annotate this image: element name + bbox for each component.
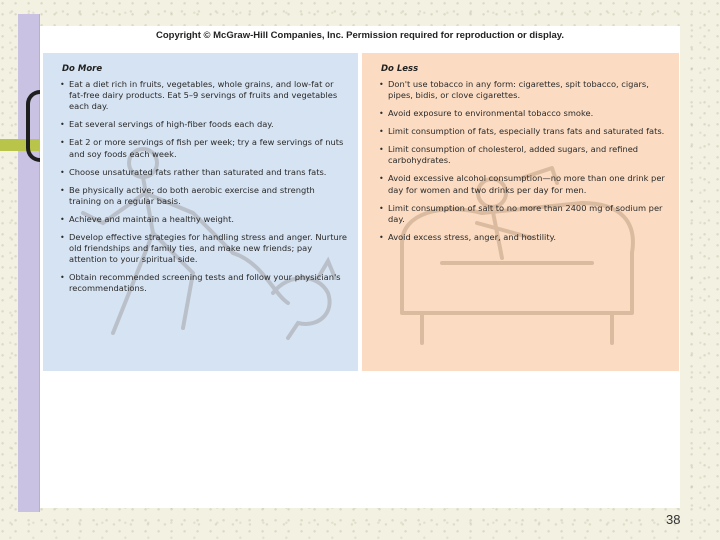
list-item-text: Limit consumption of cholesterol, added sugars, and refined carbohydrates. xyxy=(388,144,639,166)
bullet: • xyxy=(60,167,65,177)
do-more-column xyxy=(43,53,358,371)
list-item xyxy=(379,126,669,137)
bullet: • xyxy=(379,145,384,155)
list-item-text: Eat a diet rich in fruits, vegetables, whole grains, and low-fat or fat-free dairy products. Eat 5–9 servings of fruits and vegetables each day. xyxy=(69,79,338,112)
bullet: • xyxy=(60,80,65,89)
list-item-text: Avoid excess stress, anger, and hostility. xyxy=(388,231,556,242)
bullet: • xyxy=(60,138,65,148)
list-item xyxy=(60,272,348,294)
list-item-text: Limit consumption of salt to no more than 2400 mg of sodium per day. xyxy=(388,202,663,224)
list-item-text: Develop effective strategies for handling stress and anger. Nurture old friendships and family ties, and make new friends; pay attention to your spiritual side. xyxy=(69,231,348,265)
list-item xyxy=(60,232,348,266)
list-item xyxy=(60,79,348,113)
list-item-text: Achieve and maintain a healthy weight. xyxy=(69,213,235,224)
bullet: • xyxy=(379,203,384,213)
list-item-text: Don't use tobacco in any form: cigarettes, spit tobacco, cigars, pipes, bidis, or clove cigarettes. xyxy=(388,79,649,101)
recommendations-table xyxy=(43,53,679,371)
list-item xyxy=(379,203,669,225)
list-item xyxy=(379,144,669,166)
list-item xyxy=(379,173,669,195)
bullet: • xyxy=(379,127,384,137)
page-number: 38 xyxy=(666,512,681,527)
list-item xyxy=(60,185,348,207)
list-item-text: Eat 2 or more servings of fish per week; try a few servings of nuts and soy foods each week. xyxy=(69,137,344,159)
list-item xyxy=(60,137,348,159)
list-item-text: Limit consumption of fats, especially trans fats and saturated fats. xyxy=(388,126,665,137)
list-item-text: Avoid exposure to environmental tobacco smoke. xyxy=(388,108,594,119)
list-item xyxy=(379,232,669,243)
list-item-text: Choose unsaturated fats rather than saturated and trans fats. xyxy=(69,166,327,177)
bullet: • xyxy=(60,185,65,195)
list-item xyxy=(60,214,348,225)
bullet: • xyxy=(379,232,384,242)
do-less-list xyxy=(379,79,669,243)
do-less-column xyxy=(362,53,679,371)
bullet: • xyxy=(60,273,65,283)
slide-content xyxy=(40,26,680,508)
bullet: • xyxy=(60,232,65,242)
list-item xyxy=(379,108,669,119)
list-item xyxy=(379,79,669,101)
do-more-title: Do More xyxy=(62,64,103,74)
list-item-text: Avoid excessive alcohol consumption—no more than one drink per day for women and two drinks per day for men. xyxy=(388,173,665,195)
list-item xyxy=(60,119,348,130)
list-item-text: Obtain recommended screening tests and follow your physician's recommendations. xyxy=(69,272,341,294)
bullet: • xyxy=(60,120,65,130)
bullet: • xyxy=(379,80,384,89)
do-less-title: Do Less xyxy=(381,64,419,74)
list-item-text: Be physically active; do both aerobic exercise and strength training on a regular basis. xyxy=(69,184,315,206)
list-item xyxy=(60,167,348,178)
side-decoration-bar xyxy=(18,14,40,512)
list-item-text: Eat several servings of high-fiber foods each day. xyxy=(69,119,274,130)
do-more-list xyxy=(60,79,348,295)
bullet: • xyxy=(60,214,65,224)
bullet: • xyxy=(379,109,384,119)
copyright-notice: Copyright © McGraw-Hill Companies, Inc. Permission required for reproduction or display. xyxy=(156,30,564,41)
bullet: • xyxy=(379,174,384,184)
